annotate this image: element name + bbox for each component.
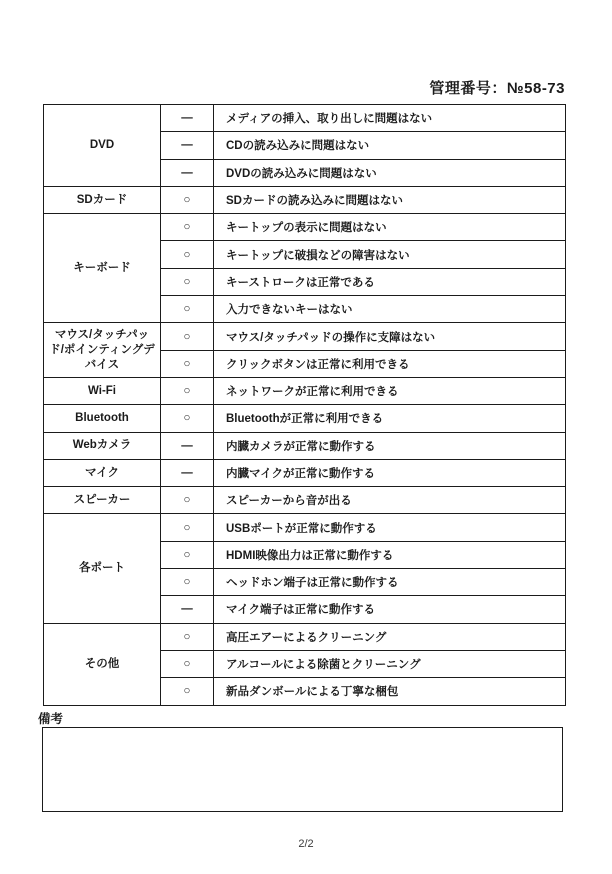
description-cell: マウス/タッチパッドの操作に支障はない bbox=[214, 323, 566, 350]
table-row bbox=[44, 459, 566, 486]
description-cell: USBポートが正常に動作する bbox=[214, 514, 566, 541]
status-cell: ○ bbox=[161, 186, 214, 213]
description-cell: アルコールによる除菌とクリーニング bbox=[214, 650, 566, 677]
status-cell: ○ bbox=[161, 487, 214, 514]
status-cell: ○ bbox=[161, 296, 214, 323]
category-cell: マイク bbox=[44, 459, 161, 486]
description-cell: 入力できないキーはない bbox=[214, 296, 566, 323]
description-cell: Bluetoothが正常に利用できる bbox=[214, 405, 566, 432]
category-cell: 各ポート bbox=[44, 514, 161, 623]
table-row bbox=[44, 405, 566, 432]
status-cell: ○ bbox=[161, 350, 214, 377]
status-cell: — bbox=[161, 159, 214, 186]
description-cell: ヘッドホン端子は正常に動作する bbox=[214, 569, 566, 596]
status-cell: ○ bbox=[161, 541, 214, 568]
description-cell: スピーカーから音が出る bbox=[214, 487, 566, 514]
description-cell: マイク端子は正常に動作する bbox=[214, 596, 566, 623]
remarks-box bbox=[42, 727, 563, 812]
description-cell: DVDの読み込みに問題はない bbox=[214, 159, 566, 186]
management-number: 管理番号：№58-73 bbox=[429, 80, 565, 97]
description-cell: 内臓マイクが正常に動作する bbox=[214, 459, 566, 486]
status-cell: ○ bbox=[161, 514, 214, 541]
status-cell: — bbox=[161, 432, 214, 459]
remarks-label: 備考 bbox=[38, 712, 64, 726]
inspection-checklist-table bbox=[43, 104, 566, 706]
table-row bbox=[44, 377, 566, 404]
description-cell: 新品ダンボールによる丁寧な梱包 bbox=[214, 678, 566, 705]
status-cell: ○ bbox=[161, 377, 214, 404]
status-cell: ○ bbox=[161, 405, 214, 432]
category-cell: キーボード bbox=[44, 214, 161, 323]
category-cell: DVD bbox=[44, 105, 161, 187]
table-row bbox=[44, 432, 566, 459]
category-cell: スピーカー bbox=[44, 487, 161, 514]
status-cell: ○ bbox=[161, 214, 214, 241]
description-cell: キーストロークは正常である bbox=[214, 268, 566, 295]
category-cell: Bluetooth bbox=[44, 405, 161, 432]
description-cell: キートップに破損などの障害はない bbox=[214, 241, 566, 268]
description-cell: CDの読み込みに問題はない bbox=[214, 132, 566, 159]
status-cell: ○ bbox=[161, 650, 214, 677]
description-cell: クリックボタンは正常に利用できる bbox=[214, 350, 566, 377]
category-cell: マウス/タッチパッド/ポインティングデバイス bbox=[44, 323, 161, 378]
category-cell: Wi-Fi bbox=[44, 377, 161, 404]
status-cell: — bbox=[161, 105, 214, 132]
description-cell: 内臓カメラが正常に動作する bbox=[214, 432, 566, 459]
status-cell: ○ bbox=[161, 623, 214, 650]
status-cell: — bbox=[161, 132, 214, 159]
status-cell: — bbox=[161, 596, 214, 623]
status-cell: ○ bbox=[161, 678, 214, 705]
description-cell: ネットワークが正常に利用できる bbox=[214, 377, 566, 404]
table-row bbox=[44, 186, 566, 213]
page-number: 2/2 bbox=[298, 838, 314, 850]
table-row bbox=[44, 514, 566, 541]
table-row bbox=[44, 214, 566, 241]
description-cell: HDMI映像出力は正常に動作する bbox=[214, 541, 566, 568]
category-cell: Webカメラ bbox=[44, 432, 161, 459]
table-row bbox=[44, 323, 566, 350]
status-cell: ○ bbox=[161, 323, 214, 350]
status-cell: ○ bbox=[161, 569, 214, 596]
category-cell: その他 bbox=[44, 623, 161, 705]
table-row bbox=[44, 623, 566, 650]
description-cell: SDカードの読み込みに問題はない bbox=[214, 186, 566, 213]
status-cell: — bbox=[161, 459, 214, 486]
status-cell: ○ bbox=[161, 268, 214, 295]
table-row bbox=[44, 105, 566, 132]
description-cell: 高圧エアーによるクリーニング bbox=[214, 623, 566, 650]
description-cell: メディアの挿入、取り出しに問題はない bbox=[214, 105, 566, 132]
description-cell: キートップの表示に問題はない bbox=[214, 214, 566, 241]
status-cell: ○ bbox=[161, 241, 214, 268]
category-cell: SDカード bbox=[44, 186, 161, 213]
table-row bbox=[44, 487, 566, 514]
